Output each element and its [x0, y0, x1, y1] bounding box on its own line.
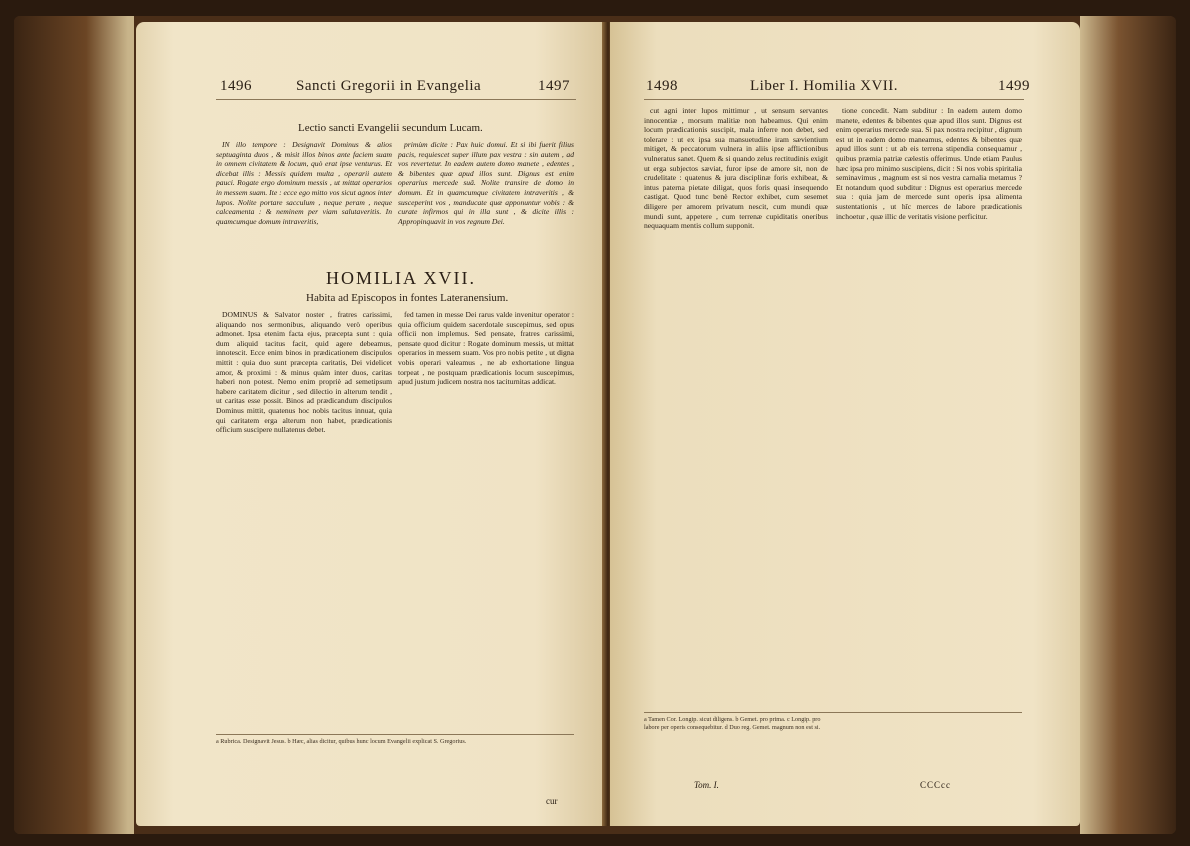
lectio-heading: Lectio sancti Evangelii secundum Lucam.	[298, 122, 483, 134]
left-running-title: Sancti Gregorii in Evangelia	[296, 78, 482, 94]
right-column-2	[836, 106, 1022, 706]
lectio-text-2: primùm dicite : Pax huic domui. Et si ibi fuerit filius pacis, requiescet super illum pax vestra : sin autem , ad vos revertetur. In eadem autem domo manete , edentes , & bibentes quæ apud illos sunt. Dignus est enim operarius mercede suâ. Nolite transire de domo in domum. Et in quamcumque civitatem intraveritis , & susceperint vos , manducate quæ apponuntur vobis : & curate infirmos qui in illa sunt , & dicite illis : Appropinquavit in vos regnum Dei.	[398, 140, 574, 226]
right-head-rule	[644, 99, 1024, 100]
body-text-1: DOMINUS & Salvator noster , fratres carissimi, aliquando nos sermonibus, aliquando verò operibus admonet. Ipsa etenim facta ejus, præcepta sunt : quia dum aliquid tacitus facit, quid agere debeamus, innotescit. Ecce enim binos in prædicationem discipulos mittit : quia duo sunt præcepta caritatis, Dei videlicet amor, & proximi : & minus quàm inter duos, caritas haberi non potest. Nemo enim propriè ad semetipsum habere caritatem dicitur , sed dilectio in alterum tendit , ut caritas esse possit. Binos ad prædicandum discipulos Dominus mittit, quatenus hoc nobis tacitus innuat, quia qui caritatem erga alterum non habet, prædicationis officium suscipere nullatenus debet.	[216, 310, 392, 435]
body-text-2: fed tamen in messe Dei rarus valde invenitur operator : quia officium quidem sacerdotale suscepimus, sed opus officii non implemus. Sed pensate, fratres carissimi, pensate quod dicitur : Rogate dominum messis, ut mittat operarios in messem suam. Vos pro nobis petite , ut digna vobis operari valeamus , ne ab exhortatione lingua torpeat , ne postquam prædicationis locum suscepimus, apud justum judicem nostra nos taciturnitas addicat.	[398, 310, 574, 387]
homilia-title: HOMILIA XVII.	[326, 268, 476, 288]
right-footnotes: a Tamen Cor. Longip. sicut diligens. b Gemet. pro prima. c Longip. pro labore per operis consequebitur. d Duo reg. Gemet. magnum non est si.	[644, 716, 821, 731]
catchword: cur	[546, 796, 558, 806]
signature-mark: CCCcc	[920, 780, 951, 790]
right-text-2: tione concedit. Nam subditur : In eadem autem domo manete, edentes & bibentes quæ apud illos sunt. Dignus est enim operarius mercede sua. Si pax nostra recipitur , dignum est ut in eadem domo maneamus, edentes & bibentes quæ apud illos sunt : ut ab eis terrena stipendia consequamur , quibus præmia patriæ cælestis offerimus. Unde etiam Paulus hæc ipsa pro minimo suscipiens, dicit : Si nos vobis spiritalia seminavimus , magnum est si nos vestra carnalia metamus ? Et notandum quod subditur : Dignus est operarius mercede sua : quia jam de mercede sunt operis ipsa alimenta sustentationis , ut hîc merces de labore prædicationis inchoetur , quæ illic de veritatis visione perficitur.	[836, 106, 1022, 221]
homilia-subtitle: Habita ad Episcopos in fontes Lateranensium.	[306, 292, 509, 304]
page-stack-left	[14, 16, 134, 834]
left-page	[136, 22, 606, 826]
right-column-1	[644, 106, 828, 706]
body-column-2	[398, 310, 574, 730]
right-foot-rule	[644, 712, 1022, 713]
right-text-1: cut agni inter lupos mittimur , ut sensum servantes innocentiæ , morsum malitiæ non habeamus. Qui enim locum prædicationis suscipit, mala inferre non debet, sed tolerare : ut ex ipsa sua mansuetudine iram sævientium mitiget, & peccatorum vulnera in aliis ipse afflictionibus vulneratus sanet. Quem & si quando zelus rectitudinis exigit ut erga subjectos sæviat, furor ipse de amore sit, non de crudelitate : quatenus & jura disciplinæ foris exhibeat, & intus paterna pietate diligat, quos foris quasi insequendo castigat. Quod tunc benè Rector exhibet, cum sesemet diligere per amorem privatum nescit, cum mundi quæ mundi sunt, appetere , cum terrenæ cupiditatis oneribus nequaquam mentis collum supponit.	[644, 106, 828, 231]
head-rule	[216, 99, 576, 100]
page-stack-right	[1080, 16, 1176, 834]
foot-rule	[216, 734, 574, 735]
right-page	[610, 22, 1080, 826]
book-spread	[14, 16, 1176, 834]
lectio-text-1: IN illo tempore : Designavit Dominus & alios septuaginta duos , & misit illos binos ante faciem suam in omnem civitatem & locum, quò erat ipse venturus. Et dicebat illis : Messis quidem multa , operarii autem pauci. Rogate ergo dominum messis , ut mittat operarios in messem suam. Ite : ecce ego mitto vos sicut agnos inter lupos. Nolite portare sacculum , neque peram , neque calceamenta : & neminem per viam salutaveritis. In quamcumque domum intraveritis,	[216, 140, 392, 226]
left-page-number-right: 1497	[538, 78, 570, 94]
right-running-title: Liber I. Homilia XVII.	[750, 78, 899, 94]
left-footnotes: a Rubrica. Designavit Jesus. b Hæc, alias dicitur, quibus hunc locum Evangelii explicat S. Gregorius.	[216, 738, 467, 745]
right-page-number-left: 1498	[646, 78, 678, 94]
lectio-column-1	[216, 140, 392, 227]
right-page-number: 1499	[998, 78, 1030, 94]
lectio-column-2	[398, 140, 574, 227]
tom-label: Tom. I.	[694, 780, 719, 790]
body-column-1	[216, 310, 392, 730]
left-page-number: 1496	[220, 78, 252, 94]
